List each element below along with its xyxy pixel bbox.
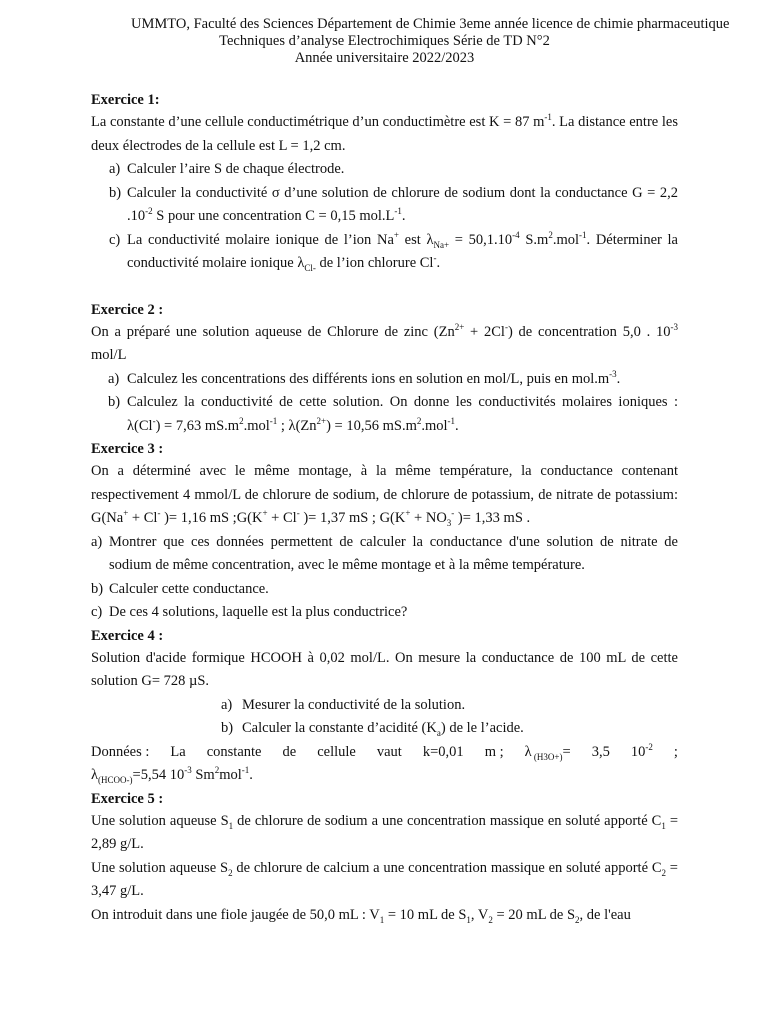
question-text: De ces 4 solutions, laquelle est la plus conductrice? <box>109 604 408 620</box>
exercise-1-question-c <box>91 229 678 276</box>
question-text: Calculer la constante d’acidité $(K_a)$ de le l’acide. <box>242 720 524 738</box>
exercise-4-data-line-2: $\lambda_{(HCOO-)}=5,54$ $10^{-3}$ Sm$^2$mol$^{-1}$. <box>91 765 253 785</box>
exercise-2-title: Exercice 2 : <box>91 301 164 318</box>
exercise-4-data-line-1: Données : La constante de cellule vaut k=0,01 m ; λ $_{(H3O+)}$= 3,5 $10^{-2}$ ; <box>91 741 678 762</box>
question-marker: a) <box>221 696 233 713</box>
exercise-2 <box>91 299 678 439</box>
exercise-5-solution-1: Une solution aqueuse $S_1$ de chlorure de sodium a une concentration massique en soluté apporté $C_1 = 2,89$ g/L. <box>91 812 678 852</box>
header-year: Année universitaire 2022/2023 <box>294 50 475 66</box>
question-marker: b) <box>221 720 234 736</box>
exercise-5 <box>91 788 678 928</box>
question-text: La conductivité molaire ionique de l’ion Na+ est $\lambda_{Na+} = 50,1.10^{-4}$ $S.m^2.mol^{-1}$. Déterminer la conductivité molaire ionique $\lambda_{Cl-}$ de l’ion chlorure Cl-. <box>127 229 678 273</box>
question-marker: c) <box>109 231 121 248</box>
question-text: Calculez la conductivité de cette solution. On donne les conductivités molaires ioniques : λ(Cl-) = 7,63 $mS.m^2.mol^{-1}$ ; $\lambda(Zn^{2+}) = 10,56$ $mS.m^2.mol^{-1}$. <box>127 394 678 434</box>
exercise-2-intro: On a préparé une solution aqueuse de Chlorure de zinc $(Zn^{2+} + 2Cl^-)$ de concentration 5,0 . $10^{-3}$ mol/L <box>91 321 678 363</box>
exercise-2-question-a <box>91 368 678 392</box>
exercise-3-question-c <box>91 601 678 625</box>
question-marker: a) <box>108 370 120 387</box>
exercise-3-question-b <box>91 578 678 602</box>
header-course: Techniques d’analyse Electrochimiques Série de TD N°2 <box>219 33 550 49</box>
exercise-5-flask: On introduit dans une fiole jaugée de 50,0 mL : $V_1 = 10$ mL de $S_1$, $V_2 = 20$ mL de $S_2$, de l'eau <box>91 906 631 925</box>
exercise-3 <box>91 438 678 625</box>
question-text: Calculer la conductivité σ d’une solution de chlorure de sodium dont la conductance G = 2,2 $.10^{-2}$ S pour une concentration C = 0,15 $mol.L^{-1}$. <box>127 184 678 224</box>
question-text: Calculer l’aire S de chaque électrode. <box>127 161 345 177</box>
exercise-4-question-a <box>91 694 678 718</box>
exercise-2-question-b <box>91 391 678 438</box>
exercise-1-intro: La constante d’une cellule conductimétrique d’un conductimètre est K = 87 $m^{-1}$. La distance entre les deux électrodes de la cellule est L = 1,2 cm. <box>91 112 678 154</box>
exercise-4-question-b <box>91 717 678 741</box>
exercise-5-title: Exercice 5 : <box>91 790 164 807</box>
exercise-4-title: Exercice 4 : <box>91 627 164 644</box>
question-marker: b) <box>91 580 104 597</box>
question-marker: b) <box>108 394 121 410</box>
exercise-4-intro: Solution d'acide formique HCOOH à 0,02 mol/L. On mesure la conductance de 100 mL de cette solution G= 728 µS. <box>91 649 678 689</box>
question-text: Calculez les concentrations des différents ions en solution en mol/L, puis en $mol.m^{-3}$. <box>127 368 621 387</box>
exercise-1-question-b <box>91 182 678 229</box>
question-marker: a) <box>109 161 121 177</box>
question-text: Mesurer la conductivité de la solution. <box>242 696 466 713</box>
header-institution: UMMTO, Faculté des Sciences Département de Chimie 3eme année licence de chimie pharmaceutique <box>131 16 730 32</box>
exercise-3-question-a <box>91 531 678 578</box>
question-marker: a) <box>91 533 103 550</box>
spacer <box>91 276 678 299</box>
question-text: Calculer cette conductance. <box>109 580 269 597</box>
question-marker: b) <box>109 184 122 201</box>
exercise-3-intro: On a déterminé avec le même montage, à la même température, la conductance contenant respectivement 4 mmol/L de chlorure de sodium, de chlorure de potassium, de nitrate de potassium: G(Na+ + Cl- )= 1,16 mS ;G(K+ + Cl- )= 1,37 mS ; $G(K^+ + NO_3^-$ )= 1,33 mS . <box>91 463 678 528</box>
exercise-4 <box>91 625 678 788</box>
exercise-5-solution-2: Une solution aqueuse $S_2$ de chlorure de calcium a une concentration massique en soluté apporté $C_2 = 3,47$ g/L. <box>91 859 678 899</box>
exercise-1-title: Exercice 1: <box>91 92 160 108</box>
exercise-1-question-a <box>91 158 678 182</box>
question-marker: c) <box>91 604 103 620</box>
question-text: Montrer que ces données permettent de calculer la conductance d'une solution de nitrate de sodium de même concentration, avec le même montage et à la même température. <box>109 533 678 573</box>
document-header <box>91 16 730 67</box>
exercise-3-title: Exercice 3 : <box>91 441 164 457</box>
exercise-1 <box>91 89 678 276</box>
